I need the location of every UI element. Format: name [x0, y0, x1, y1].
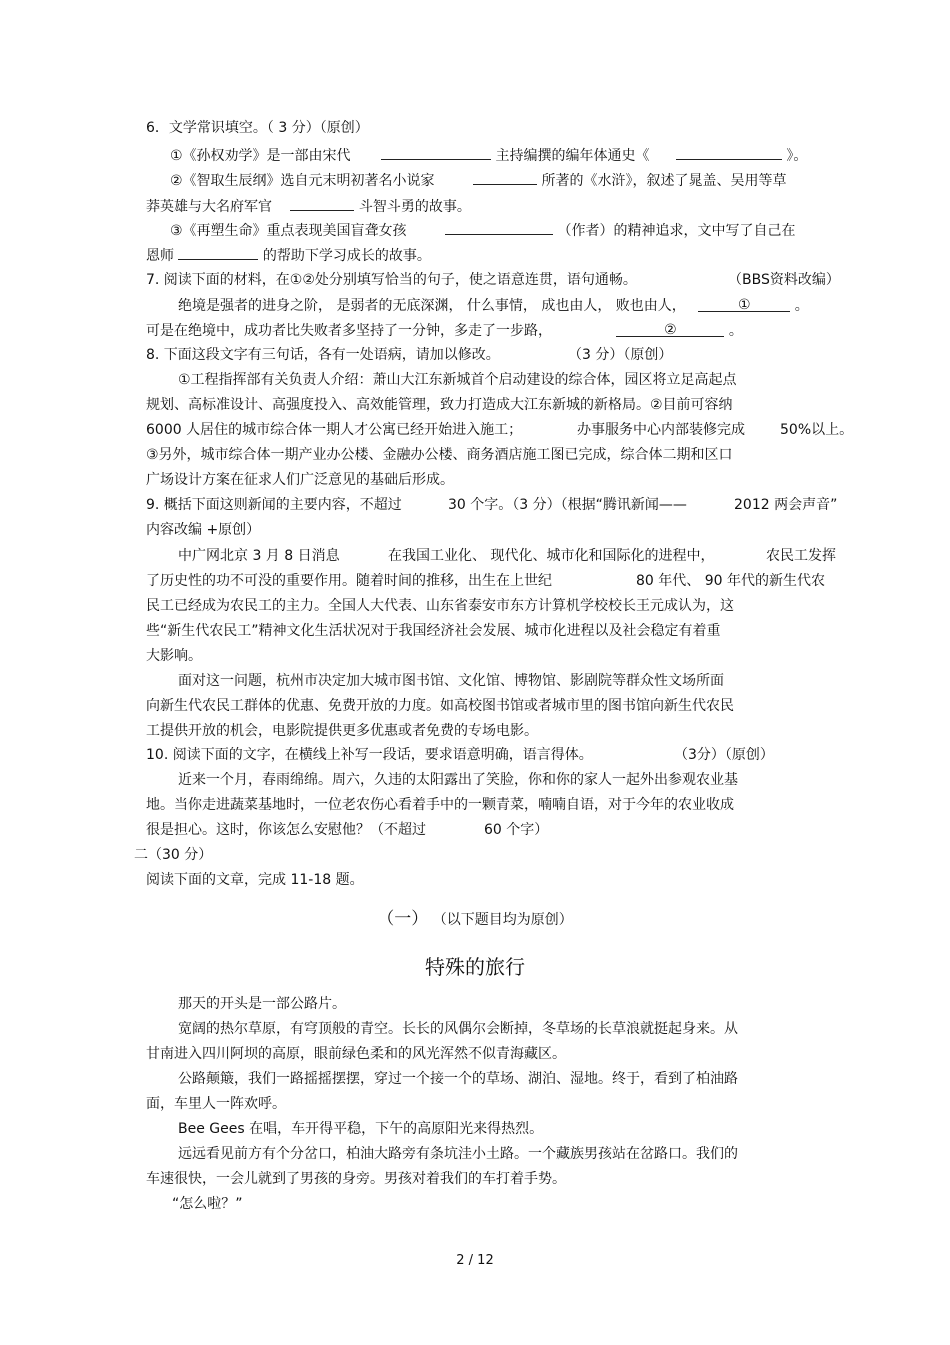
q7-line-2: [146, 322, 743, 340]
q8-line-3b: 办事服务中心内部装修完成: [577, 422, 745, 438]
q9-p1-line-2a: 了历史性的功不可没的重要作用。随着时间的推移，出生在上世纪: [146, 573, 552, 589]
q7-text: 。: [728, 323, 743, 339]
q10-line-2: 地。当你走进蔬菜基地时，一位老农伤心看着手中的一颗青菜，喃喃自语，对于今年的农业收成: [146, 797, 734, 813]
q8-line-4: ③另外，城市综合体一期产业办公楼、金融办公楼、商务酒店施工图已完成，综合体二期和区口: [146, 447, 733, 463]
part-one-label: （一）: [377, 909, 429, 929]
q6-line-2: [170, 170, 786, 190]
q8-line-1: ①工程指挥部有关负责人介绍：萧山大江东新城首个启动建设的综合体，园区将立足高起点: [178, 372, 737, 388]
story-p2-line-1: 宽阔的热尔草原，有穹顶般的青空。长长的风偶尔会断掉，冬草场的长草浪就挺起身来。从: [178, 1021, 738, 1037]
q9-p1-line-1a: 中广网北京 3 月 8 日消息: [178, 548, 340, 564]
q9-p1-line-1c: 农民工发挥: [766, 548, 836, 564]
q6-line-4: [170, 220, 795, 240]
q7-blank-1[interactable]: [698, 297, 790, 312]
q9-p1-line-5: 大影响。: [146, 648, 202, 664]
q10-line-3a: 很是担心。这时，你该怎么安慰他？（不超过: [146, 822, 426, 838]
q6-text: 主持编撰的编年体通史《: [495, 148, 650, 164]
q9-heading: 9. 概括下面这则新闻的主要内容，不超过: [146, 497, 402, 513]
page-number: 2 / 12: [456, 1253, 494, 1268]
q6-line-5: [146, 245, 431, 265]
story-p1: 那天的开头是一部公路片。: [178, 996, 346, 1012]
part-one-note: （以下题目均为原创）: [432, 912, 573, 928]
q6-text: ③《再塑生命》重点表现美国盲聋女孩: [170, 223, 407, 239]
q6-text: 所著的《水浒》，叙述了晁盖、吴用等草: [541, 173, 787, 189]
blank-marker-2: ②: [664, 322, 677, 338]
q10-line-3b: 60 个字）: [484, 822, 549, 838]
q6-text: 》。: [786, 148, 808, 164]
q6-line-3: [146, 196, 471, 216]
q9-p2-line-1: 面对这一问题，杭州市决定加大城市图书馆、文化馆、博物馆、影剧院等群众性文场所面: [178, 673, 724, 689]
q9-heading-line-2: 内容改编 +原创）: [146, 522, 261, 538]
story-p3-line-2: 面，车里人一阵欢呼。: [146, 1096, 286, 1112]
q6-text: ②《智取生辰纲》选自元末明初著名小说家: [170, 173, 435, 189]
q7-heading: 7. 阅读下面的材料，在①②处分别填写恰当的句子，使之语意连贯，语句通畅。: [146, 272, 637, 288]
q7-text: 绝境是强者的进身之阶， 是弱者的无底深渊， 什么事情， 成也由人， 败也由人，: [178, 298, 686, 314]
q6-text: 恩师: [146, 248, 174, 264]
q7-text: 可是在绝境中，成功者比失败者多坚持了一分钟，多走了一步路，: [146, 323, 552, 339]
q6-blank-6[interactable]: [178, 245, 258, 260]
article-title: 特殊的旅行: [425, 955, 525, 979]
story-p4: Bee Gees 在唱，车开得平稳，下午的高原阳光来得热烈。: [178, 1121, 544, 1137]
q6-blank-2[interactable]: [676, 145, 782, 160]
q10-heading: 10. 阅读下面的文字，在横线上补写一段话，要求语意明确，语言得体。: [146, 747, 593, 763]
q10-line-1: 近来一个月，春雨绵绵。周六，久违的太阳露出了笑脸，你和你的家人一起外出参观农业基: [178, 772, 738, 788]
q6-text: 的帮助下学习成长的故事。: [262, 248, 431, 264]
q8-score: （3 分）（原创）: [568, 347, 673, 363]
q6-text: 斗智斗勇的故事。: [358, 199, 471, 215]
section-2-instructions: 阅读下面的文章，完成 11-18 题。: [146, 872, 364, 888]
q6-line-1: [170, 145, 807, 165]
q6-heading: 6．文学常识填空。（ 3 分）（原创）: [146, 120, 369, 136]
story-p5-line-1: 远远看见前方有个分岔口，柏油大路旁有条坑洼小土路。一个藏族男孩站在岔路口。我们的: [178, 1146, 738, 1162]
q6-blank-5[interactable]: [445, 220, 553, 235]
q9-p1-line-4: 些“新生代农民工”精神文化生活状况对于我国经济社会发展、城市化进程以及社会稳定有着重: [146, 623, 721, 639]
q6-text: 莽英雄与大名府军官: [146, 199, 272, 215]
part-one-heading: [0, 904, 950, 929]
q8-line-3c: 50%以上。: [780, 422, 854, 438]
q9-p1-line-2b: 80 年代、 90 年代的新生代农: [636, 573, 825, 589]
story-p3-line-1: 公路颠簸，我们一路摇摇摆摆，穿过一个接一个的草场、湖泊、湿地。终于，看到了柏油路: [178, 1071, 738, 1087]
q9-p2-line-2: 向新生代农民工群体的优惠、免费开放的力度。如高校图书馆或者城市里的图书馆向新生代农民: [146, 698, 734, 714]
q7-blank-2[interactable]: [616, 322, 724, 337]
q9-p1-line-1b: 在我国工业化、 现代化、城市化和国际化的进程中，: [388, 548, 715, 564]
q8-line-3a: 6000 人居住的城市综合体一期人才公寓已经开始进入施工；: [146, 422, 523, 438]
q8-heading: 8. 下面这段文字有三句话，各有一处语病，请加以修改。: [146, 347, 500, 363]
story-p5-line-2: 车速很快，一会儿就到了男孩的身旁。男孩对着我们的车打着手势。: [146, 1171, 566, 1187]
q7-text: 。: [794, 298, 809, 314]
q6-text: （作者）的精神追求，文中写了自己在: [557, 223, 796, 239]
q6-blank-4[interactable]: [290, 196, 354, 211]
q9-heading-3: 2012 两会声音”: [734, 497, 838, 513]
q10-score: （3分）（原创）: [674, 747, 774, 763]
q8-line-5: 广场设计方案在征求人们广泛意见的基础后形成。: [146, 472, 454, 488]
q6-blank-3[interactable]: [473, 170, 537, 185]
q9-p1-line-3: 民工已经成为农民工的主力。全国人大代表、山东省泰安市东方计算机学校校长王元成认为，这: [146, 598, 734, 614]
q6-text: ①《孙权劝学》是一部由宋代: [170, 148, 351, 164]
q7-source: （BBS资料改编）: [728, 272, 840, 288]
q7-line-1: [178, 297, 809, 315]
story-p6: “怎么啦？”: [172, 1196, 243, 1212]
blank-marker-1: ①: [737, 297, 751, 313]
q8-line-2: 规划、高标准设计、高强度投入、高效能管理，致力打造成大江东新城的新格局。②目前可容纳: [146, 397, 733, 413]
q6-blank-1[interactable]: [381, 145, 491, 160]
q9-p2-line-3: 工提供开放的机会，电影院提供更多优惠或者免费的专场电影。: [146, 723, 538, 739]
section-2-heading: 二（30 分）: [134, 847, 213, 863]
q9-heading-2: 30 个字。（3 分）（根据“腾讯新闻——: [448, 497, 687, 513]
story-p2-line-2: 甘南进入四川阿坝的高原，眼前绿色柔和的风光浑然不似青海藏区。: [146, 1046, 566, 1062]
